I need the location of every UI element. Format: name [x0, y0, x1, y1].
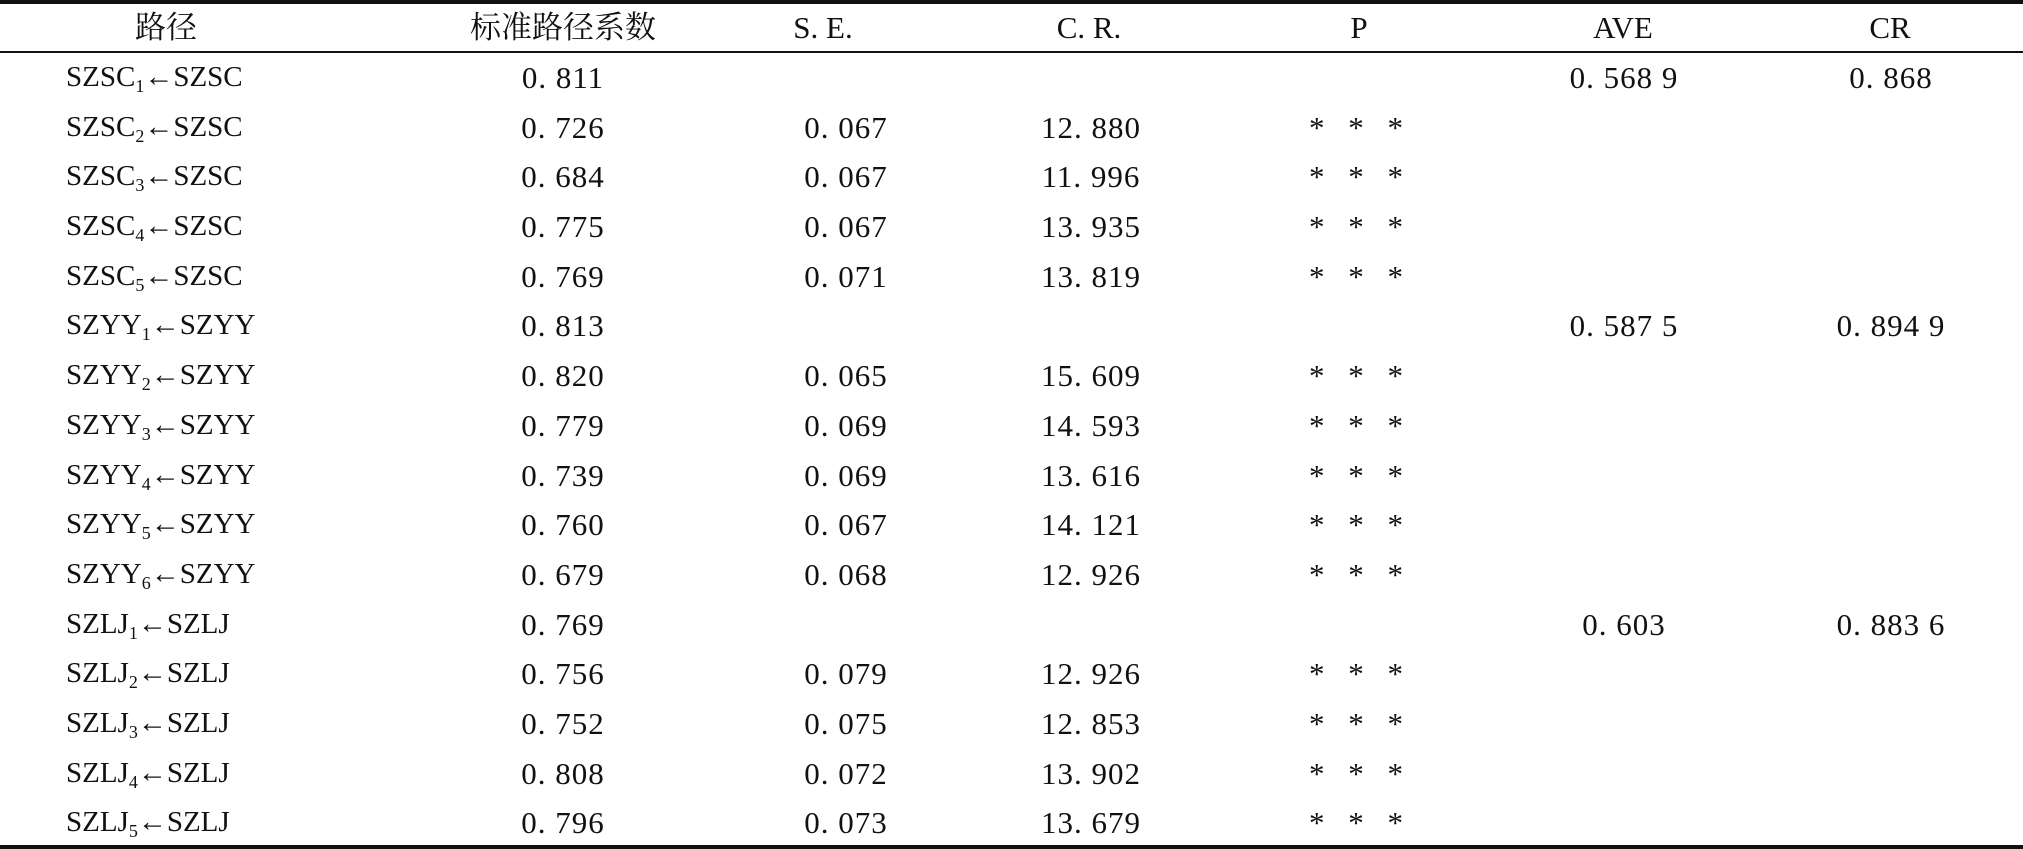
path-construct: ←SZYY — [150, 408, 256, 441]
std-coef-cell: 0. 775 — [521, 209, 605, 245]
path-indicator: SZYY — [66, 508, 142, 541]
table-row — [0, 749, 2023, 799]
header-se: S. E. — [793, 10, 853, 45]
std-coef-cell: 0. 796 — [521, 805, 605, 841]
std-coef-cell: 0. 679 — [521, 556, 605, 592]
path-index: 5 — [135, 274, 145, 295]
path-index: 4 — [135, 225, 145, 246]
se-cell: 0. 067 — [804, 159, 888, 195]
path-cell — [66, 202, 243, 252]
path-construct: ←SZSC — [144, 259, 243, 292]
table-header — [0, 4, 2023, 51]
cr-ratio-cell: 14. 121 — [1041, 507, 1141, 543]
p-cell: * * * — [1309, 109, 1411, 145]
table-row — [0, 401, 2023, 451]
path-construct: ←SZSC — [144, 160, 243, 193]
table-row — [0, 451, 2023, 501]
path-cell — [66, 550, 255, 600]
path-indicator: SZLJ — [66, 607, 129, 640]
std-coef-cell: 0. 813 — [521, 308, 605, 344]
table-row — [0, 252, 2023, 302]
path-indicator: SZYY — [66, 458, 142, 491]
path-indicator: SZLJ — [66, 706, 129, 739]
table-bottom-rule — [0, 845, 2023, 849]
table-row — [0, 500, 2023, 550]
se-cell: 0. 069 — [804, 407, 888, 443]
table-row — [0, 53, 2023, 103]
path-construct: ←SZYY — [150, 557, 256, 590]
path-cell — [66, 500, 255, 550]
path-index: 1 — [141, 324, 151, 345]
path-construct: ←SZYY — [150, 309, 256, 342]
path-cell — [66, 152, 243, 202]
path-indicator: SZSC — [66, 110, 136, 143]
path-indicator: SZLJ — [66, 756, 129, 789]
path-cell — [66, 600, 230, 650]
path-construct: ←SZLJ — [137, 706, 230, 739]
se-cell: 0. 068 — [804, 556, 888, 592]
cr-ratio-cell: 12. 926 — [1041, 656, 1141, 692]
table-row — [0, 202, 2023, 252]
path-cell — [66, 103, 243, 153]
path-index: 6 — [141, 572, 151, 593]
cr-ratio-cell: 12. 880 — [1041, 109, 1141, 145]
path-index: 2 — [128, 672, 138, 693]
path-index: 3 — [128, 721, 138, 742]
path-indicator: SZLJ — [66, 806, 129, 839]
p-cell: * * * — [1309, 556, 1411, 592]
p-cell: * * * — [1309, 209, 1411, 245]
path-index: 1 — [135, 76, 145, 96]
path-index: 2 — [141, 374, 151, 395]
p-cell: * * * — [1309, 258, 1411, 294]
table-row — [0, 351, 2023, 401]
se-cell: 0. 067 — [804, 109, 888, 145]
table-row — [0, 649, 2023, 699]
path-index: 2 — [135, 125, 145, 146]
path-index: 5 — [128, 821, 138, 842]
cr-cell: 0. 868 — [1849, 60, 1933, 95]
std-coef-cell: 0. 752 — [521, 705, 605, 741]
header-cr-ratio: C. R. — [1056, 10, 1122, 45]
ave-cell: 0. 568 9 — [1569, 60, 1679, 95]
path-index: 3 — [135, 175, 145, 196]
path-indicator: SZYY — [66, 309, 142, 342]
std-coef-cell: 0. 769 — [521, 606, 605, 642]
p-cell: * * * — [1309, 358, 1411, 394]
path-cell — [66, 351, 255, 401]
path-construct: ←SZLJ — [137, 657, 230, 690]
path-index: 5 — [141, 523, 151, 544]
cr-ratio-cell: 12. 926 — [1041, 556, 1141, 592]
path-index: 1 — [128, 622, 138, 643]
table-row — [0, 152, 2023, 202]
path-construct: ←SZLJ — [137, 756, 230, 789]
std-coef-cell: 0. 769 — [521, 258, 605, 294]
table-row — [0, 600, 2023, 650]
std-coef-cell: 0. 820 — [521, 358, 605, 394]
table-body — [0, 53, 2023, 848]
header-cr: CR — [1869, 10, 1911, 45]
p-cell: * * * — [1309, 507, 1411, 543]
path-index: 4 — [128, 771, 138, 792]
path-construct: ←SZLJ — [137, 607, 230, 640]
path-indicator: SZSC — [66, 210, 136, 243]
p-cell: * * * — [1309, 656, 1411, 692]
std-coef-cell: 0. 756 — [521, 656, 605, 692]
header-path: 路径 — [135, 10, 197, 45]
se-cell: 0. 065 — [804, 358, 888, 394]
path-construct: ←SZSC — [144, 61, 243, 93]
cr-ratio-cell: 13. 616 — [1041, 457, 1141, 493]
header-p: P — [1350, 10, 1368, 45]
path-indicator: SZYY — [66, 557, 142, 590]
table-row — [0, 798, 2023, 848]
table-row — [0, 550, 2023, 600]
se-cell: 0. 073 — [804, 805, 888, 841]
cr-ratio-cell: 14. 593 — [1041, 407, 1141, 443]
path-indicator: SZYY — [66, 408, 142, 441]
se-cell: 0. 071 — [804, 258, 888, 294]
path-cell — [66, 252, 243, 302]
se-cell: 0. 079 — [804, 656, 888, 692]
std-coef-cell: 0. 779 — [521, 407, 605, 443]
cr-ratio-cell: 15. 609 — [1041, 358, 1141, 394]
header-ave: AVE — [1593, 10, 1653, 45]
se-cell: 0. 075 — [804, 705, 888, 741]
std-coef-cell: 0. 726 — [521, 109, 605, 145]
cr-ratio-cell: 12. 853 — [1041, 705, 1141, 741]
path-indicator: SZSC — [66, 259, 136, 292]
path-cell — [66, 301, 255, 351]
ave-cell: 0. 603 — [1582, 606, 1666, 642]
path-construct: ←SZYY — [150, 508, 256, 541]
se-cell: 0. 067 — [804, 507, 888, 543]
path-cell — [66, 798, 230, 848]
std-coef-cell: 0. 760 — [521, 507, 605, 543]
cr-ratio-cell: 13. 935 — [1041, 209, 1141, 245]
std-coef-cell: 0. 739 — [521, 457, 605, 493]
se-cell: 0. 067 — [804, 209, 888, 245]
path-cell — [66, 451, 255, 501]
p-cell: * * * — [1309, 159, 1411, 195]
cr-ratio-cell: 13. 679 — [1041, 805, 1141, 841]
path-indicator: SZYY — [66, 359, 142, 392]
header-std-coef: 标准路径系数 — [470, 10, 656, 45]
p-cell: * * * — [1309, 705, 1411, 741]
table-row — [0, 699, 2023, 749]
path-construct: ←SZYY — [150, 458, 256, 491]
path-index: 4 — [141, 473, 151, 494]
std-coef-cell: 0. 811 — [521, 60, 605, 95]
path-cell — [66, 749, 230, 799]
std-coef-cell: 0. 808 — [521, 755, 605, 791]
cr-cell: 0. 894 9 — [1836, 308, 1946, 344]
path-cell — [66, 53, 243, 103]
path-index: 3 — [141, 423, 151, 444]
se-cell: 0. 072 — [804, 755, 888, 791]
p-cell: * * * — [1309, 407, 1411, 443]
path-indicator: SZSC — [66, 61, 136, 93]
cr-ratio-cell: 11. 996 — [1041, 159, 1141, 195]
path-indicator: SZSC — [66, 160, 136, 193]
path-cell — [66, 401, 255, 451]
std-coef-cell: 0. 684 — [521, 159, 605, 195]
p-cell: * * * — [1309, 457, 1411, 493]
table-row — [0, 301, 2023, 351]
path-construct: ←SZYY — [150, 359, 256, 392]
path-construct: ←SZLJ — [137, 806, 230, 839]
p-cell: * * * — [1309, 755, 1411, 791]
path-cell — [66, 699, 230, 749]
cr-ratio-cell: 13. 902 — [1041, 755, 1141, 791]
path-construct: ←SZSC — [144, 210, 243, 243]
path-indicator: SZLJ — [66, 657, 129, 690]
se-cell: 0. 069 — [804, 457, 888, 493]
cr-cell: 0. 883 6 — [1836, 606, 1946, 642]
ave-cell: 0. 587 5 — [1569, 308, 1679, 344]
path-construct: ←SZSC — [144, 110, 243, 143]
path-cell — [66, 649, 230, 699]
p-cell: * * * — [1309, 805, 1411, 841]
table-row — [0, 103, 2023, 153]
cr-ratio-cell: 13. 819 — [1041, 258, 1141, 294]
